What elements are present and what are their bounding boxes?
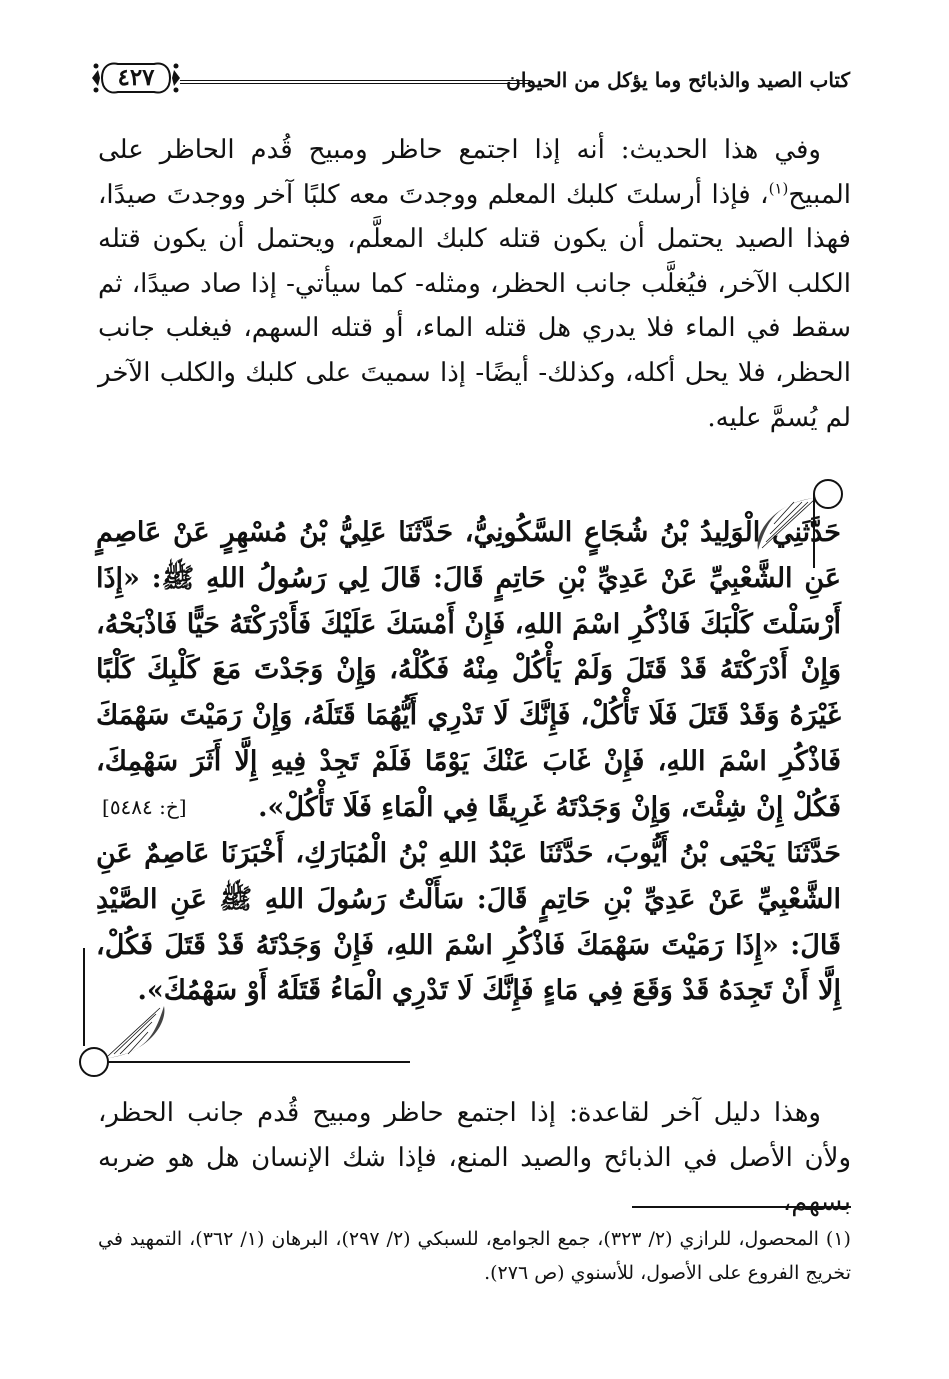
- hadith-text: [96, 831, 841, 1014]
- body-paragraph: [98, 128, 851, 440]
- book-title: كتاب الصيد والذبائح وما يؤكل من الحيوان: [506, 68, 850, 92]
- hadith-narration-1: حَدَّثَنِي الْوَلِيدُ بْنُ شُجَاعٍ السَّكُونِيُّ، حَدَّثَنَا عَلِيُّ بْنُ مُسْهِرٍ عَنْ عَاصِمٍ عَنِ الشَّعْبِيِّ عَنْ عَدِيِّ بْنِ حَاتِمٍ قَالَ: قَالَ لِي رَسُولُ اللهِ ﷺ: «إِذَا أَرْسَلْتَ كَلْبَكَ فَاذْكُرِ اسْمَ اللهِ، فَإِنْ أَمْسَكَ عَلَيْكَ فَأَدْرَكْتَهُ حَيًّا فَاذْبَحْهُ، وَإِنْ أَدْرَكْتَهُ قَدْ قَتَلَ وَلَمْ يَأْكُلْ مِنْهُ فَكُلْهُ، وَإِنْ وَجَدْتَ مَعَ كَلْبِكَ كَلْبًا غَيْرَهُ وَقَدْ قَتَلَ فَلَا تَأْكُلْ، فَإِنَّكَ لَا تَدْرِي أَيُّهُمَا قَتَلَهُ، وَإِنْ رَمَيْتَ سَهْمَكَ فَاذْكُرِ اسْمَ اللهِ، فَإِنْ غَابَ عَنْكَ يَوْمًا فَلَمْ تَجِدْ فِيهِ إِلَّا أَثَرَ سَهْمِكَ، فَكُلْ إِنْ شِئْتَ، وَإِنْ وَجَدْتَهُ غَرِيقًا فِي الْمَاءِ فَلَا تَأْكُلْ».: [96, 517, 841, 823]
- hadith-narration-2: حَدَّثَنَا يَحْيَى بْنُ أَيُّوبَ، حَدَّثَنَا عَبْدُ اللهِ بْنُ الْمُبَارَكِ، أَخْبَرَنَا عَاصِمٌ عَنِ الشَّعْبِيِّ عَنْ عَدِيِّ بْنِ حَاتِمٍ قَالَ: سَأَلْتُ رَسُولَ اللهِ ﷺ عَنِ الصَّيْدِ قَالَ: «إِذَا رَمَيْتَ سَهْمَكَ فَاذْكُرِ اسْمَ اللهِ، فَإِنْ وَجَدْتَهُ قَدْ قَتَلَ فَكُلْ، إِلَّا أَنْ تَجِدَهُ قَدْ وَقَعَ فِي مَاءٍ فَإِنَّكَ لَا تَدْرِي الْمَاءُ قَتَلَهُ أَوْ سَهْمُكَ».: [96, 838, 841, 1007]
- hadith-text: [96, 510, 841, 831]
- page-number-ornament: [88, 58, 184, 98]
- header-rule: [180, 80, 530, 84]
- paragraph-text: وفي هذا الحديث: أنه إذا اجتمع حاظر ومبيح قُدم الحاظر على المبيح: [98, 135, 851, 210]
- body-paragraph: وهذا دليل آخر لقاعدة: إذا اجتمع حاظر ومبيح قُدم جانب الحظر، ولأن الأصل في الذبائح والصيد المنع، فإذا شك الإنسان هل هو ضربه بسهم،: [98, 1098, 851, 1218]
- paragraph-text-continued: ، فإذا أرسلتَ كلبك المعلم ووجدتَ معه كلبًا آخر ووجدتَ صيدًا، فهذا الصيد يحتمل أن يكون قتله كلبك المعلَّم، ويحتمل أن يكون قتله الكلب الآخر، فيُغلَّب جانب الحظر، ومثله- كما سيأتي- إذا صاد صيدًا، ثم سقط في الماء فلا يدري هل قتله الماء، أو قتله السهم، فيغلب جانب الحظر، فلا يحل أكله، وكذلك- أيضًا- إذا سميتَ على كلبك والكلب الآخر لم يُسمَّ عليه.: [98, 179, 851, 433]
- page-number: ٤٢٧: [117, 64, 155, 91]
- hadith-reference: [خ: ٥٤٨٤]: [102, 794, 187, 819]
- running-header: [88, 58, 850, 106]
- footnote-separator: [632, 1206, 851, 1208]
- footnote: (١) المحصول، للرازي (٢/ ٣٢٣)، جمع الجوامع، للسبكي (٢/ ٢٩٧)، البرهان (١/ ٣٦٢)، التمهيد في تخريج الفروع على الأصول، للأسنوي (ص ٢٧٦).: [98, 1228, 851, 1284]
- footnote-marker: (١): [768, 178, 789, 197]
